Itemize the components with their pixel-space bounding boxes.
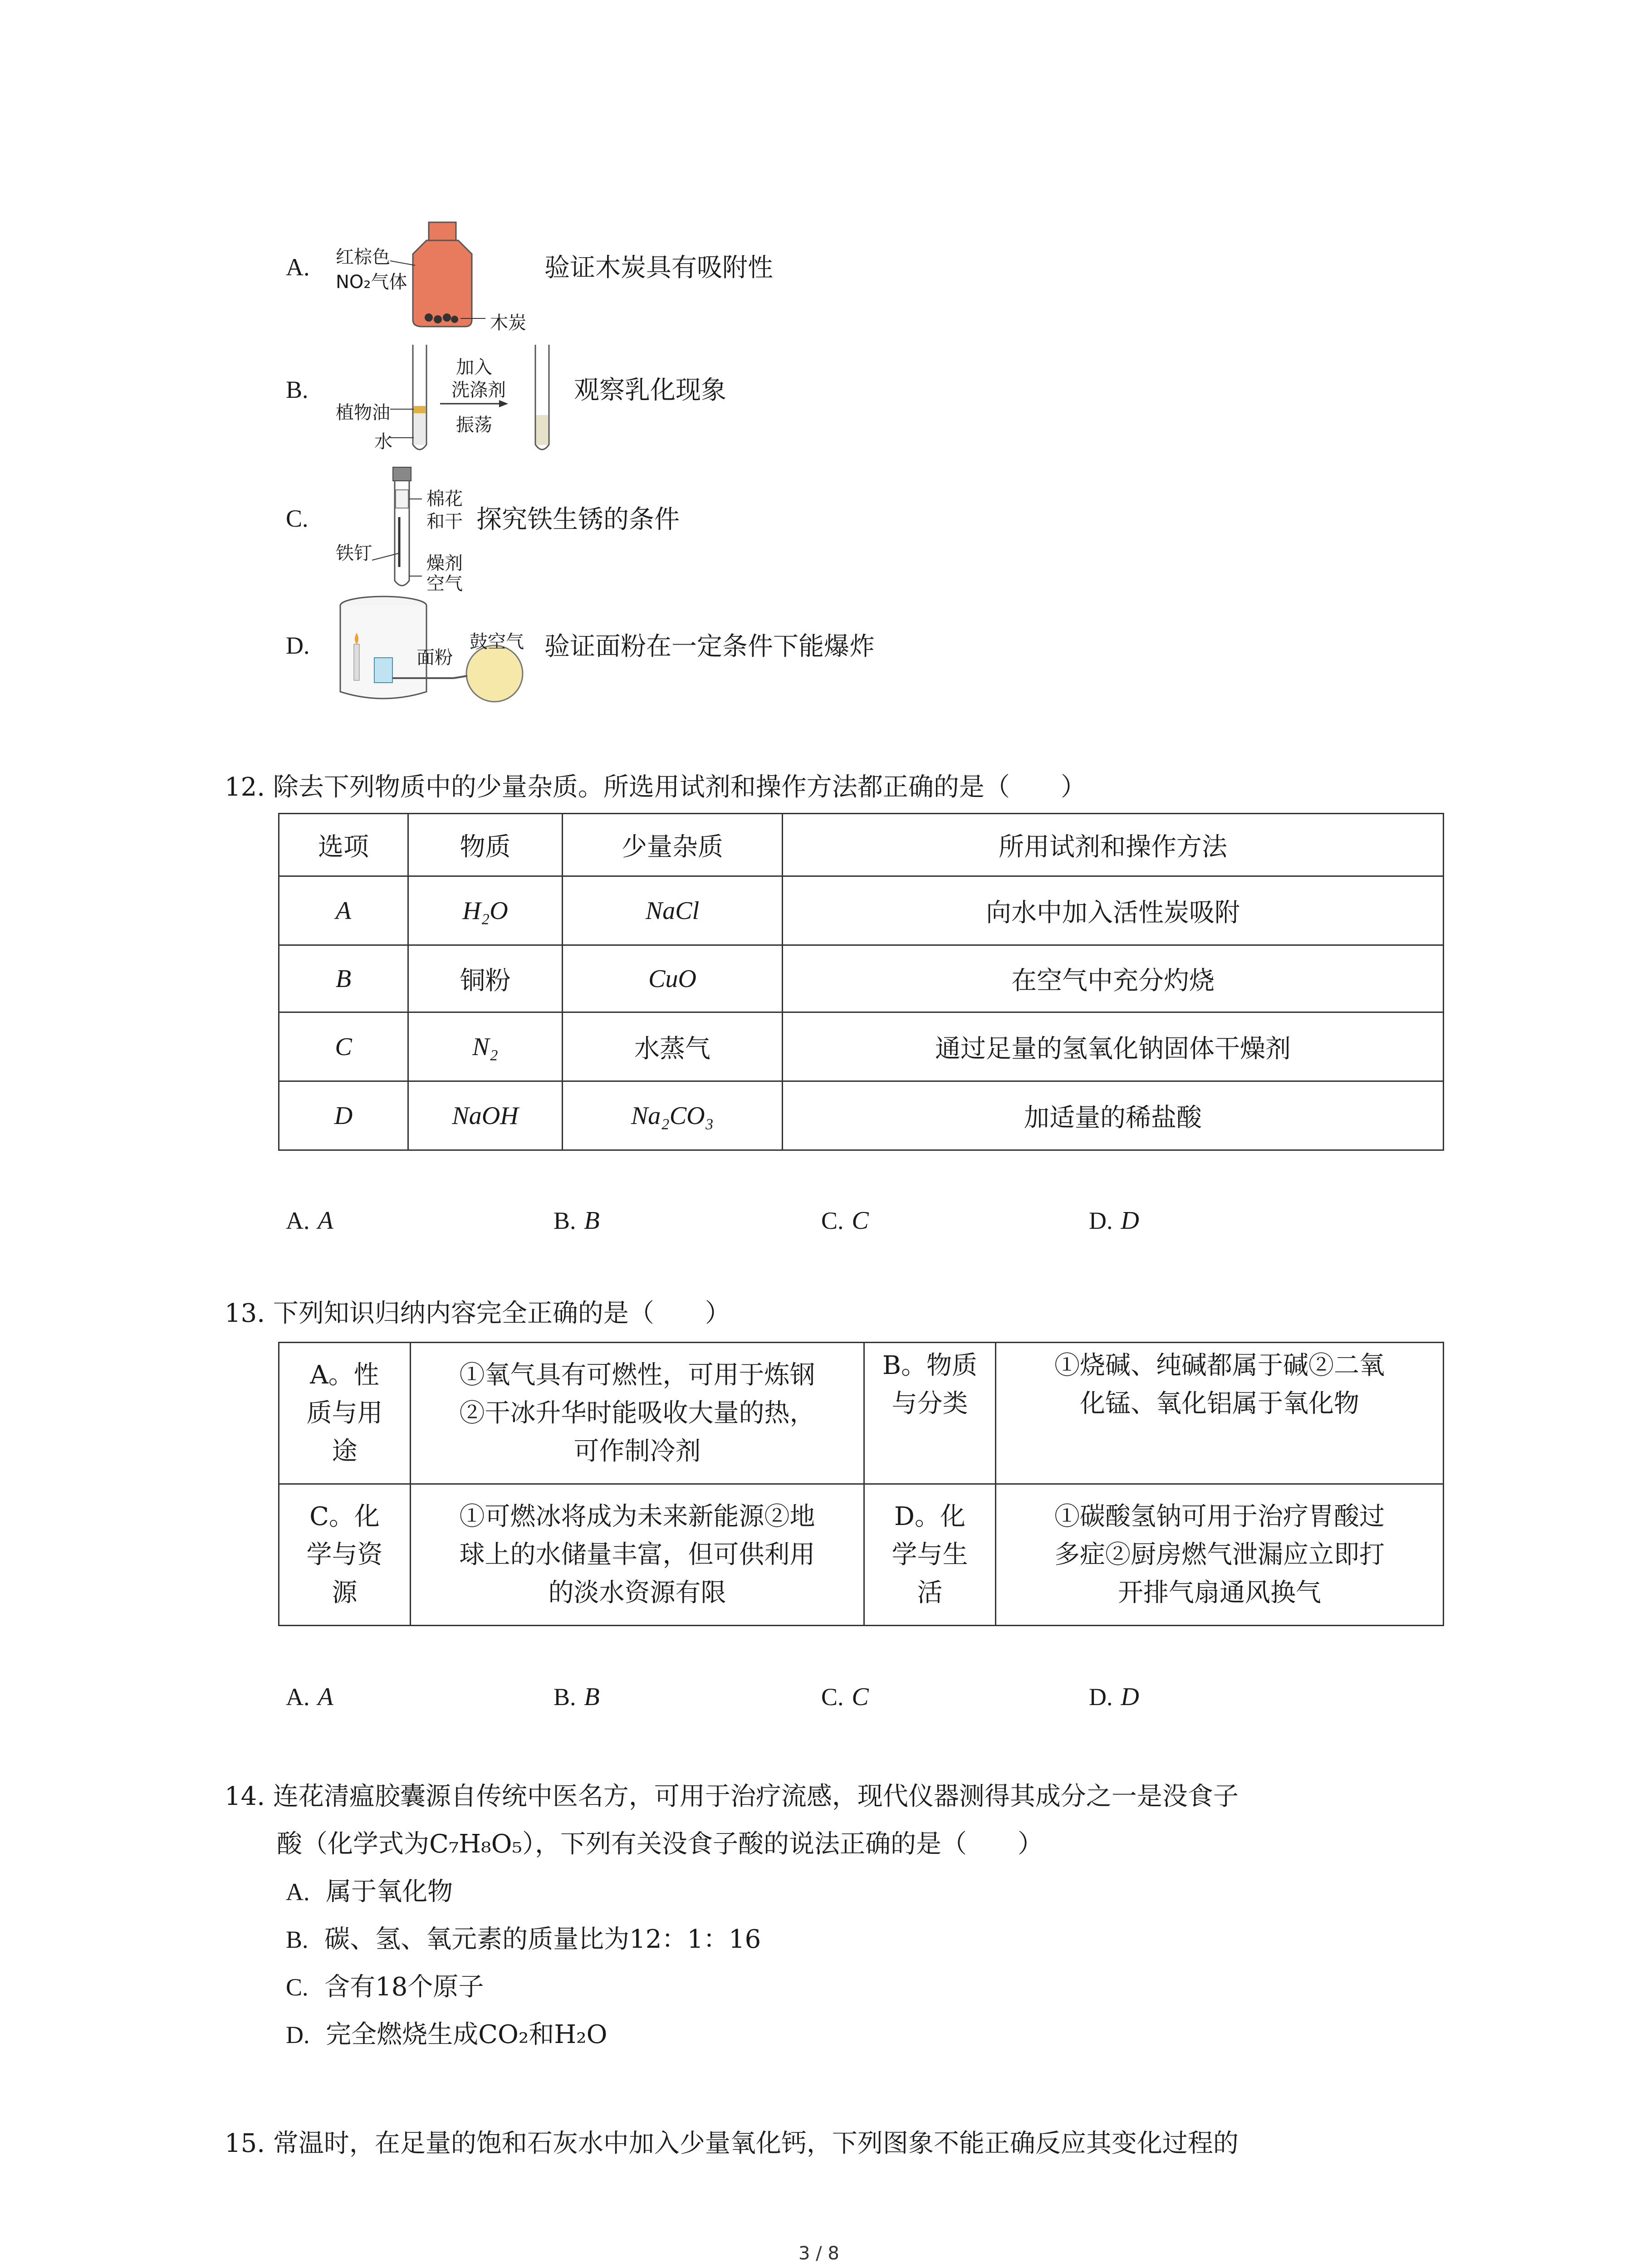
q11-c-label-dry2: 燥剂 <box>426 553 463 574</box>
q12-answer-d-value: D <box>1121 1207 1139 1235</box>
q13-a-body-line1: ①氧气具有可燃性，可用于炼钢 <box>459 1360 815 1390</box>
q12-row-c-impurity: 水蒸气 <box>563 1012 783 1081</box>
q12-row-d-method: 加适量的稀盐酸 <box>783 1081 1444 1150</box>
q14-option-c[interactable] <box>286 1971 484 2004</box>
q13-b-head-line2: 与分类 <box>892 1389 968 1418</box>
q12-answer-a[interactable] <box>286 1204 333 1237</box>
q14-option-d-label: D. <box>286 2021 310 2048</box>
q12-answer-a-value: A <box>318 1207 333 1235</box>
q15-stem-line1: 15. 常温时，在足量的饱和石灰水中加入少量氧化钙，下列图象不能正确反应其变化过程的 <box>225 2129 1239 2158</box>
q11-option-c-letter: C. <box>286 505 309 532</box>
q13-answer-c[interactable] <box>821 1681 869 1714</box>
q12-header-impurity: 少量杂质 <box>563 814 783 876</box>
q11-option-a-text: 验证木炭具有吸附性 <box>544 253 773 283</box>
q12-answer-b-value: B <box>584 1207 600 1235</box>
q13-d-body-line2: 多症②厨房燃气泄漏应立即打 <box>1054 1540 1385 1569</box>
q14-option-d[interactable] <box>286 2019 607 2052</box>
q13-c-body-line3: 的淡水资源有限 <box>548 1578 726 1608</box>
q13-answer-a-value: A <box>318 1683 333 1711</box>
q14-option-c-label: C. <box>286 1974 309 2001</box>
q13-cell-a-body <box>411 1343 864 1484</box>
q12-row-a-option: A <box>279 876 408 945</box>
q11-option-b-text: 观察乳化现象 <box>574 376 726 405</box>
q12-header-row <box>279 814 1444 876</box>
q13-a-body-line3: 可作制冷剂 <box>573 1436 701 1466</box>
q11-b-label-shake: 振荡 <box>456 415 492 435</box>
q13-c-body-line2: 球上的水储量丰富，但可供利用 <box>459 1540 815 1569</box>
q12-row-d-option: D <box>279 1081 408 1150</box>
q11-c-label-nail: 铁钉 <box>336 543 372 564</box>
q13-a-body-line2: ②干冰升华时能吸收大量的热， <box>459 1398 815 1428</box>
q13-b-head-line1: B。物质 <box>882 1351 978 1380</box>
q13-answer-d-value: D <box>1121 1683 1139 1711</box>
q11-a-label-charcoal: 木炭 <box>490 313 526 333</box>
q13-c-head-line1: C。化 <box>309 1501 380 1531</box>
q13-cell-d-head <box>864 1484 996 1626</box>
q13-cell-b-head <box>864 1343 996 1484</box>
q13-answer-b-value: B <box>584 1683 600 1711</box>
table-row <box>279 1081 1444 1150</box>
q11-option-c-text: 探究铁生锈的条件 <box>476 505 680 534</box>
q13-cell-a-head <box>279 1343 411 1484</box>
q13-d-head-line2: 学与生 <box>892 1540 968 1569</box>
q12-stem: 12. 除去下列物质中的少量杂质。所选用试剂和操作方法都正确的是（ ） <box>225 772 1086 802</box>
q12-row-b-option: B <box>279 945 408 1012</box>
q13-d-body-line3: 开排气扇通风换气 <box>1118 1578 1321 1608</box>
q13-a-head-line3: 途 <box>332 1436 358 1466</box>
q13-table <box>278 1342 1444 1626</box>
q12-row-d-substance: NaOH <box>408 1081 563 1150</box>
q13-d-body-line1: ①碳酸氢钠可用于治疗胃酸过 <box>1054 1501 1385 1531</box>
q13-d-head-line3: 活 <box>917 1578 943 1608</box>
q11-d-label-flour: 面粉 <box>416 647 453 668</box>
q13-answer-b-label: B. <box>554 1683 576 1711</box>
q13-answer-b[interactable] <box>554 1681 600 1714</box>
q11-option-b-letter: B. <box>286 376 309 403</box>
q12-answer-c[interactable] <box>821 1204 869 1237</box>
q12-header-method: 所用试剂和操作方法 <box>783 814 1444 876</box>
q11-option-d-text: 验证面粉在一定条件下能爆炸 <box>544 632 875 661</box>
q13-c-head-line2: 学与资 <box>306 1540 383 1569</box>
q11-a-label-no2: NO₂气体 <box>336 272 407 293</box>
table-row <box>279 945 1444 1012</box>
q11-option-a-letter: A. <box>286 254 310 281</box>
q11-b-label-water: 水 <box>374 431 392 452</box>
q14-option-a-text: 属于氧化物 <box>326 1877 453 1906</box>
q13-cell-c-body <box>411 1484 864 1626</box>
q12-answer-a-label: A. <box>286 1207 310 1234</box>
q12-answer-d-label: D. <box>1089 1207 1113 1234</box>
q12-row-b-method: 在空气中充分灼烧 <box>783 945 1444 1012</box>
q11-option-d-letter: D. <box>286 632 310 659</box>
q13-cell-b-body <box>996 1343 1444 1484</box>
q13-cell-d-body <box>996 1484 1444 1626</box>
q14-option-b-label: B. <box>286 1926 309 1953</box>
q14-option-b[interactable] <box>286 1923 761 1956</box>
q12-answer-b-label: B. <box>554 1207 576 1234</box>
q13-a-head-line2: 质与用 <box>306 1398 383 1428</box>
q13-answer-d[interactable] <box>1089 1681 1139 1714</box>
q14-option-d-text: 完全燃烧生成CO₂和H₂O <box>326 2020 607 2049</box>
q12-row-d-impurity: Na₂CO₃ <box>563 1081 783 1150</box>
q14-option-a[interactable] <box>286 1876 453 1909</box>
q13-cell-c-head <box>279 1484 411 1626</box>
q12-answer-b[interactable] <box>554 1204 600 1237</box>
q13-stem: 13. 下列知识归纳内容完全正确的是（ ） <box>225 1299 730 1328</box>
q12-header-substance: 物质 <box>408 814 563 876</box>
q11-b-label-detergent: 洗涤剂 <box>451 380 506 401</box>
q12-row-c-option: C <box>279 1012 408 1081</box>
table-row <box>279 876 1444 945</box>
q13-answer-a[interactable] <box>286 1681 333 1714</box>
q12-row-a-impurity: NaCl <box>563 876 783 945</box>
q13-answer-d-label: D. <box>1089 1683 1113 1711</box>
q12-row-a-method: 向水中加入活性炭吸附 <box>783 876 1444 945</box>
q12-row-c-method: 通过足量的氢氧化钠固体干燥剂 <box>783 1012 1444 1081</box>
q13-d-head-line1: D。化 <box>894 1501 965 1531</box>
table-row <box>279 1012 1444 1081</box>
q12-header-option: 选项 <box>279 814 408 876</box>
q11-c-label-cotton: 棉花 <box>426 489 463 509</box>
q13-c-head-line3: 源 <box>332 1578 358 1608</box>
q13-answer-c-label: C. <box>821 1683 844 1711</box>
q11-b-label-oil: 植物油 <box>336 402 390 423</box>
q12-answer-c-label: C. <box>821 1207 844 1234</box>
q11-c-label-dry1: 和干 <box>426 511 463 532</box>
q13-b-body-line1: ①烧碱、纯碱都属于碱②二氧 <box>1054 1351 1385 1380</box>
q14-option-c-text: 含有18个原子 <box>324 1972 484 2002</box>
q12-row-b-substance: 铜粉 <box>408 945 563 1012</box>
q11-d-label-air: 鼓空气 <box>470 631 524 652</box>
q12-answer-d[interactable] <box>1089 1204 1139 1237</box>
q11-c-label-air: 空气 <box>426 573 463 594</box>
q13-b-body-line2: 化锰、氧化铝属于氧化物 <box>1080 1389 1359 1418</box>
q13-answer-c-value: C <box>852 1683 869 1711</box>
q11-a-label-redbrown: 红棕色 <box>336 247 390 268</box>
q14-option-a-label: A. <box>286 1878 310 1906</box>
q11-b-label-add: 加入 <box>456 357 492 378</box>
q12-row-c-substance: N₂ <box>408 1012 563 1081</box>
q14-option-b-text: 碳、氢、氧元素的质量比为12：1：16 <box>324 1925 761 1954</box>
table-row <box>279 1484 1444 1626</box>
q13-c-body-line1: ①可燃冰将成为未来新能源②地 <box>459 1501 815 1531</box>
table-row <box>279 1343 1444 1484</box>
page-number: 3 / 8 <box>798 2243 839 2264</box>
q14-stem-line2: 酸（化学式为C₇H₈O₅），下列有关没食子酸的说法正确的是（ ） <box>277 1829 1043 1859</box>
q13-answer-a-label: A. <box>286 1683 310 1711</box>
q12-row-a-substance: H₂O <box>408 876 563 945</box>
q14-stem-line1: 14. 连花清瘟胶囊源自传统中医名方，可用于治疗流感，现代仪器测得其成分之一是没食子 <box>225 1782 1239 1811</box>
q12-table <box>278 813 1444 1151</box>
q12-answer-c-value: C <box>852 1207 869 1235</box>
q13-a-head-line1: A。性 <box>310 1360 379 1390</box>
q12-row-b-impurity: CuO <box>563 945 783 1012</box>
